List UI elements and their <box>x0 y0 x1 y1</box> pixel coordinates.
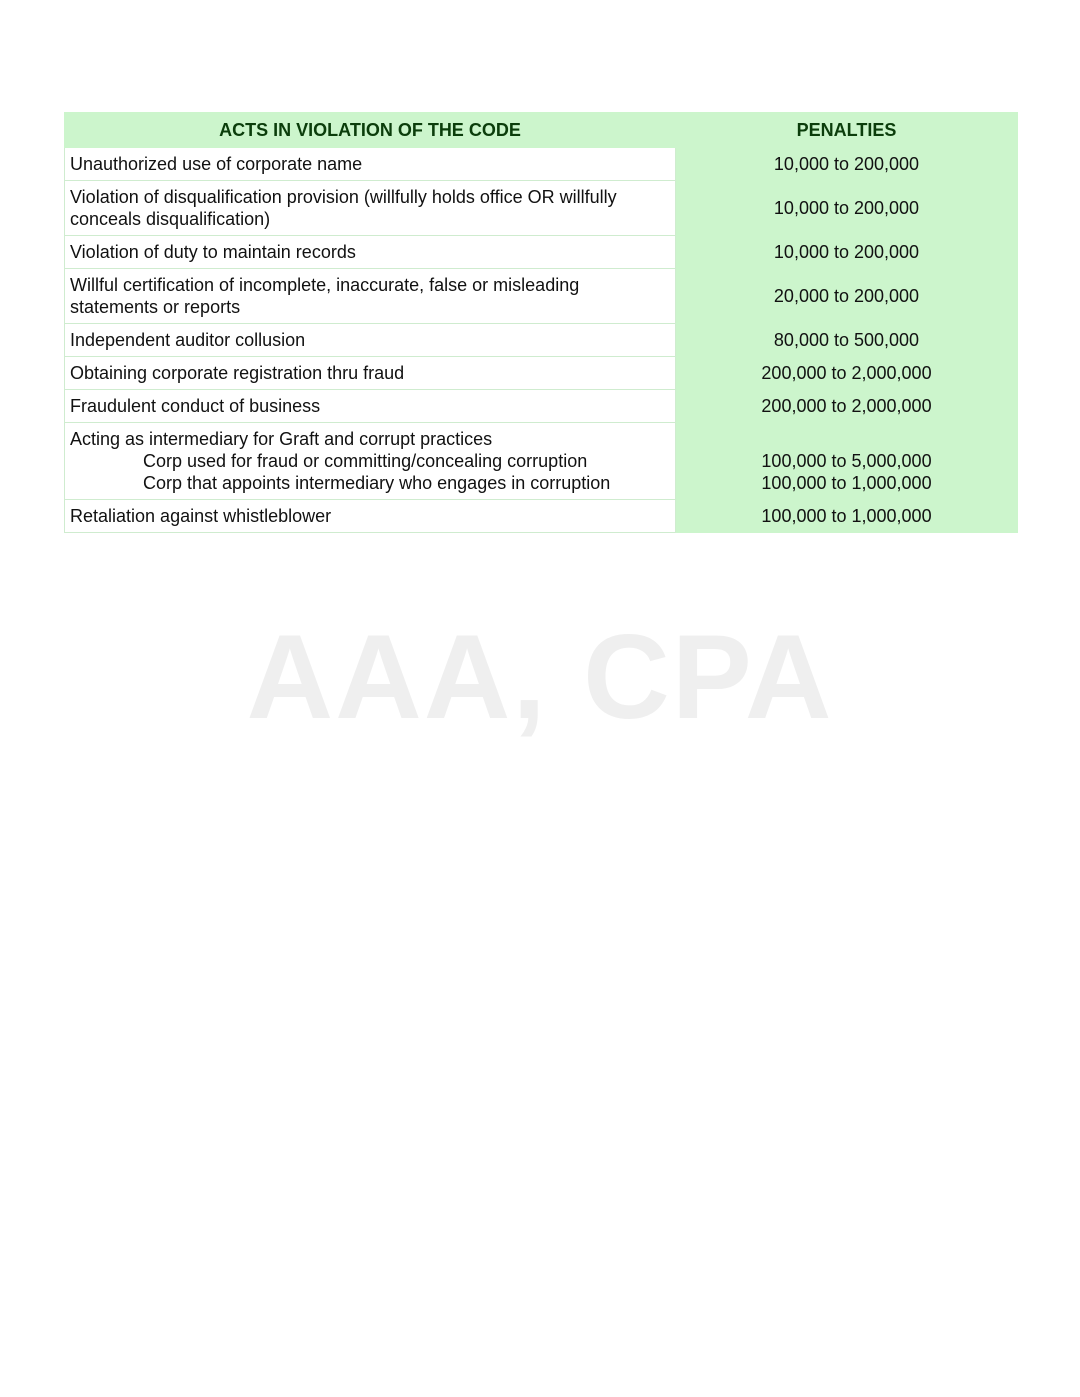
table-header-row <box>65 113 1018 148</box>
act-cell: Independent auditor collusion <box>65 324 676 357</box>
table-row <box>65 236 1018 269</box>
penalties-table <box>64 112 1018 533</box>
penalty-cell <box>676 423 1018 500</box>
act-cell: Obtaining corporate registration thru fraud <box>65 357 676 390</box>
act-sub-item: Corp used for fraud or committing/concealing corruption <box>143 451 588 471</box>
table-row <box>65 148 1018 181</box>
table-row <box>65 500 1018 533</box>
act-cell: Unauthorized use of corporate name <box>65 148 676 181</box>
penalty-cell: 200,000 to 2,000,000 <box>676 357 1018 390</box>
table-row <box>65 181 1018 236</box>
act-cell: Violation of disqualification provision (willfully holds office OR willfully conceals disqualification) <box>65 181 676 236</box>
table-row <box>65 269 1018 324</box>
penalty-sub-item: 100,000 to 5,000,000 <box>761 451 932 471</box>
act-group-title: Acting as intermediary for Graft and corrupt practices <box>70 429 493 449</box>
penalty-sub-item: 100,000 to 1,000,000 <box>761 473 932 493</box>
act-sub-item: Corp that appoints intermediary who engages in corruption <box>143 473 611 493</box>
act-cell: Willful certification of incomplete, inaccurate, false or misleading statements or reports <box>65 269 676 324</box>
penalty-cell: 100,000 to 1,000,000 <box>676 500 1018 533</box>
penalty-cell: 20,000 to 200,000 <box>676 269 1018 324</box>
table-row <box>65 324 1018 357</box>
table-row <box>65 423 1018 500</box>
table-row <box>65 390 1018 423</box>
penalty-cell: 80,000 to 500,000 <box>676 324 1018 357</box>
penalty-cell: 10,000 to 200,000 <box>676 148 1018 181</box>
act-cell: Violation of duty to maintain records <box>65 236 676 269</box>
penalties-column-header: PENALTIES <box>676 113 1018 148</box>
penalty-cell: 200,000 to 2,000,000 <box>676 390 1018 423</box>
act-cell: Retaliation against whistleblower <box>65 500 676 533</box>
table-row <box>65 357 1018 390</box>
act-cell <box>65 423 676 500</box>
penalty-cell: 10,000 to 200,000 <box>676 181 1018 236</box>
penalty-cell: 10,000 to 200,000 <box>676 236 1018 269</box>
watermark: AAA, CPA <box>246 610 834 744</box>
acts-column-header: ACTS IN VIOLATION OF THE CODE <box>65 113 676 148</box>
act-cell: Fraudulent conduct of business <box>65 390 676 423</box>
